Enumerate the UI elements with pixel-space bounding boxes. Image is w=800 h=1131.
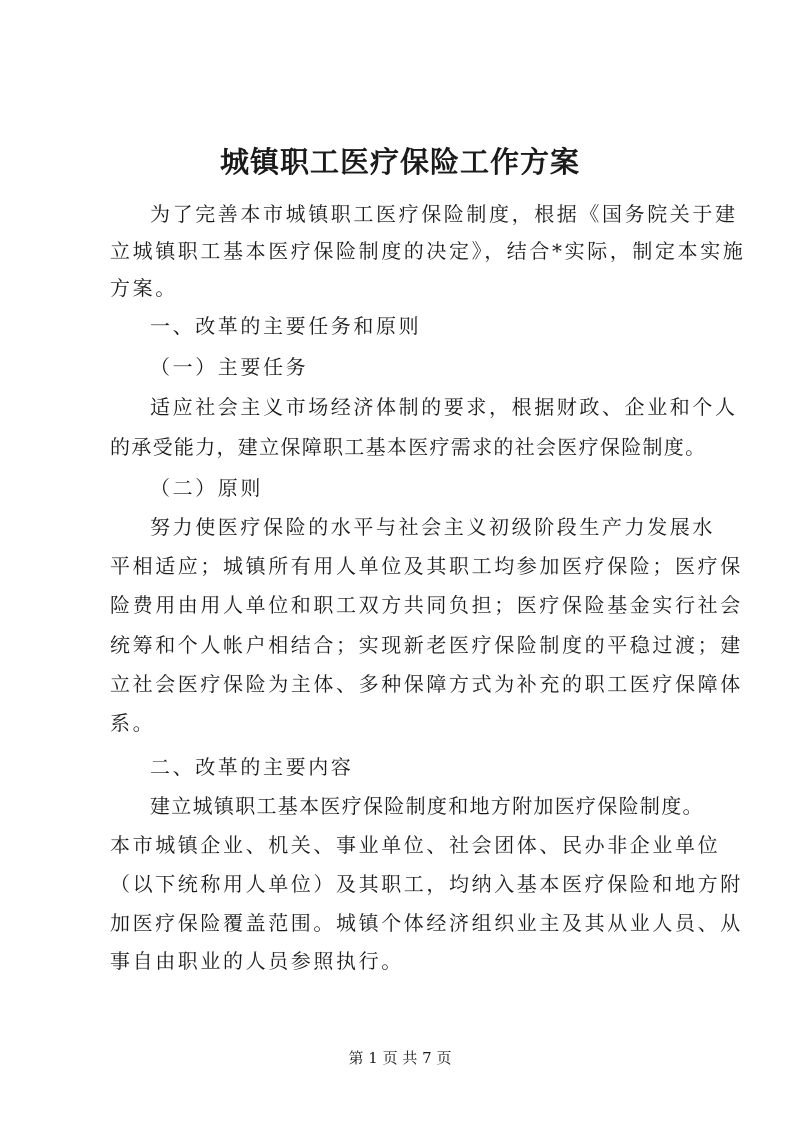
paragraph-line: 的承受能力，建立保障职工基本医疗需求的社会医疗保险制度。 bbox=[110, 435, 707, 459]
paragraph-line: 事自由职业的人员参照执行。 bbox=[110, 949, 404, 973]
paragraph-line: 建立城镇职工基本医疗保险制度和地方附加医疗保险制度。 bbox=[150, 794, 704, 818]
paragraph-line: （以下统称用人单位）及其职工，均纳入基本医疗保险和地方附 bbox=[110, 872, 743, 896]
paragraph-line: 努力使医疗保险的水平与社会主义初级阶段生产力发展水 bbox=[150, 515, 715, 539]
section-heading-2: 二、改革的主要内容 bbox=[150, 755, 354, 779]
page-number-footer: 第 1 页 共 7 页 bbox=[348, 1049, 452, 1067]
paragraph-line: 统筹和个人帐户相结合；实现新老医疗保险制度的平稳过渡；建 bbox=[110, 633, 743, 657]
paragraph-line: 险费用由用人单位和职工双方共同负担；医疗保险基金实行社会 bbox=[110, 593, 743, 617]
paragraph-line: 立城镇职工基本医疗保险制度的决定》，结合*实际，制定本实施 bbox=[110, 239, 746, 263]
paragraph-line: 本市城镇企业、机关、事业单位、社会团体、民办非企业单位 bbox=[110, 833, 721, 857]
paragraph-line: 平相适应；城镇所有用人单位及其职工均参加医疗保险；医疗保 bbox=[110, 554, 743, 578]
section-heading-1: 一、改革的主要任务和原则 bbox=[150, 314, 422, 338]
paragraph-line: 立社会医疗保险为主体、多种保障方式为补充的职工医疗保障体 bbox=[110, 672, 743, 696]
document-title: 城镇职工医疗保险工作方案 bbox=[219, 145, 580, 179]
paragraph-line: 为了完善本市城镇职工医疗保险制度，根据《国务院关于建 bbox=[150, 202, 738, 226]
subsection-heading-2: （二）原则 bbox=[150, 476, 263, 500]
paragraph-line: 适应社会主义市场经济体制的要求，根据财政、企业和个人 bbox=[150, 395, 738, 419]
paragraph-line: 方案。 bbox=[110, 276, 178, 300]
paragraph-line: 加医疗保险覆盖范围。城镇个体经济组织业主及其从业人员、从 bbox=[110, 911, 743, 935]
paragraph-line: 系。 bbox=[110, 711, 156, 735]
subsection-heading-1: （一）主要任务 bbox=[150, 355, 309, 379]
